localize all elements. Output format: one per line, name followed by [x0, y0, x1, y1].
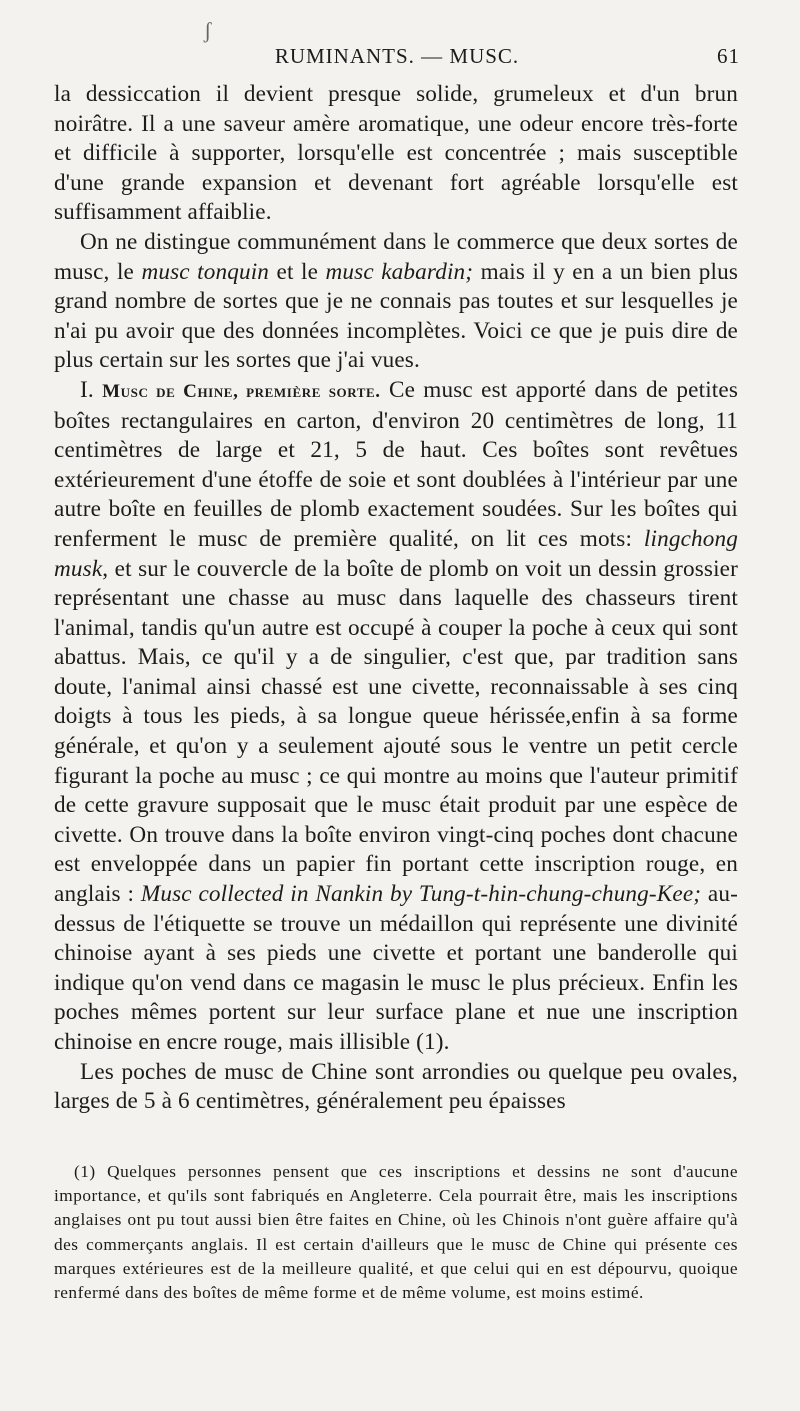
italic-term: musc kabardin; — [325, 258, 474, 285]
body-text — [54, 80, 738, 1117]
section-number: I. — [80, 376, 103, 403]
paragraph-2 — [54, 228, 738, 376]
text-run: et le — [269, 258, 326, 285]
section-heading: Musc de Chine, première sorte. — [102, 380, 381, 402]
italic-term: lingchong musk — [54, 525, 738, 582]
paragraph-4: Les poches de musc de Chine sont arrondies ou quelque peu ovales, larges de 5 à 6 centimètres, généralement peu épaisses — [54, 1058, 738, 1115]
italic-inscription: Musc collected in Nankin by Tung-t-hin-chung-chung-Kee; — [140, 881, 702, 908]
ink-mark: ʃ — [204, 18, 213, 43]
text-run: Ce musc est apporté dans de petites boîtes rectangulaires en carton, d'environ 20 centimètres de long, 11 centimètres de large et 21, 5 de haut. Ces boîtes sont revêtues extérieurement d'une étoffe de soie et sont doublées à l'intérieur par une autre boîte en feuilles de plomb exactement soudées. Sur les boîtes qui renferment le musc de première qualité, on lit ces mots: — [54, 376, 738, 552]
page-number: 61 — [717, 44, 740, 68]
footnote-text: (1) Quelques personnes pensent que ces inscriptions et dessins ne sont d'aucune importance, et qu'ils sont fabriqués en Angleterre. Cela pourrait être, mais les inscriptions anglaises ont pu tout aussi bien être faites en Chine, où les Chinois n'ont guère affaire qu'à des commerçants anglais. Il est certain d'ailleurs que le musc de Chine qui présente ces marques extérieures est de la meilleure qualité, et que celui qui en est dépourvu, quoique renfermé dans des boîtes de même forme et de même volume, est moins estimé. — [54, 1162, 738, 1303]
footnote — [54, 1160, 738, 1305]
paragraph-1: la dessiccation il devient presque solide, grumeleux et d'un brun noirâtre. Il a une saveur amère aromatique, une odeur encore très-forte et difficile à supporter, lorsqu'elle est concentrée ; mais susceptible d'une grande expansion et devenant fort agréable lorsqu'elle est suffisamment affaiblie. — [54, 81, 738, 226]
text-run: mais il y en a un bien plus grand nombre de sortes que je ne connais pas toutes et sur lesquelles je n'ai pu avoir que des données incomplètes. Voici ce que je puis dire de plus certain sur les sortes que j'ai vues. — [54, 258, 739, 374]
text-run: On ne distingue communément dans le commerce que deux sortes de musc, le — [54, 228, 738, 285]
italic-term: musc tonquin — [141, 258, 270, 285]
paragraph-3 — [54, 376, 738, 1058]
running-title: RUMINANTS. — MUSC. — [274, 44, 520, 68]
text-run: au-dessus de l'étiquette se trouve un médaillon qui représente une divinité chinoise ayant à ses pieds une civette et portant une banderolle qui indique qu'on vend dans ce magasin le musc le plus précieux. Enfin les poches mêmes portent sur leur surface plane et nue une inscription chinoise en encre rouge, mais illisible (1). — [54, 881, 738, 1055]
page-header — [54, 18, 740, 74]
text-run: , et sur le couvercle de la boîte de plomb on voit un dessin grossier représentant une chasse au musc dans laquelle des chasseurs tirent l'animal, tandis qu'un autre est occupé à couper la poche à ceux qui sont abattus. Mais, ce qu'il y a de singulier, c'est que, par tradition sans doute, l'animal ainsi chassé est une civette, reconnaissable à ses cinq doigts à tous les pieds, à sa longue queue hérissée,enfin à sa forme générale, et qu'on y a seulement ajouté sous le ventre un petit cercle figurant la poche au musc ; ce qui montre au moins que l'auteur primitif de cette gravure supposait que le musc était produit par une espèce de civette. On trouve dans la boîte environ vingt-cinq poches dont chacune est enveloppée dans un papier fin portant cette inscription rouge, en anglais : — [54, 555, 738, 908]
